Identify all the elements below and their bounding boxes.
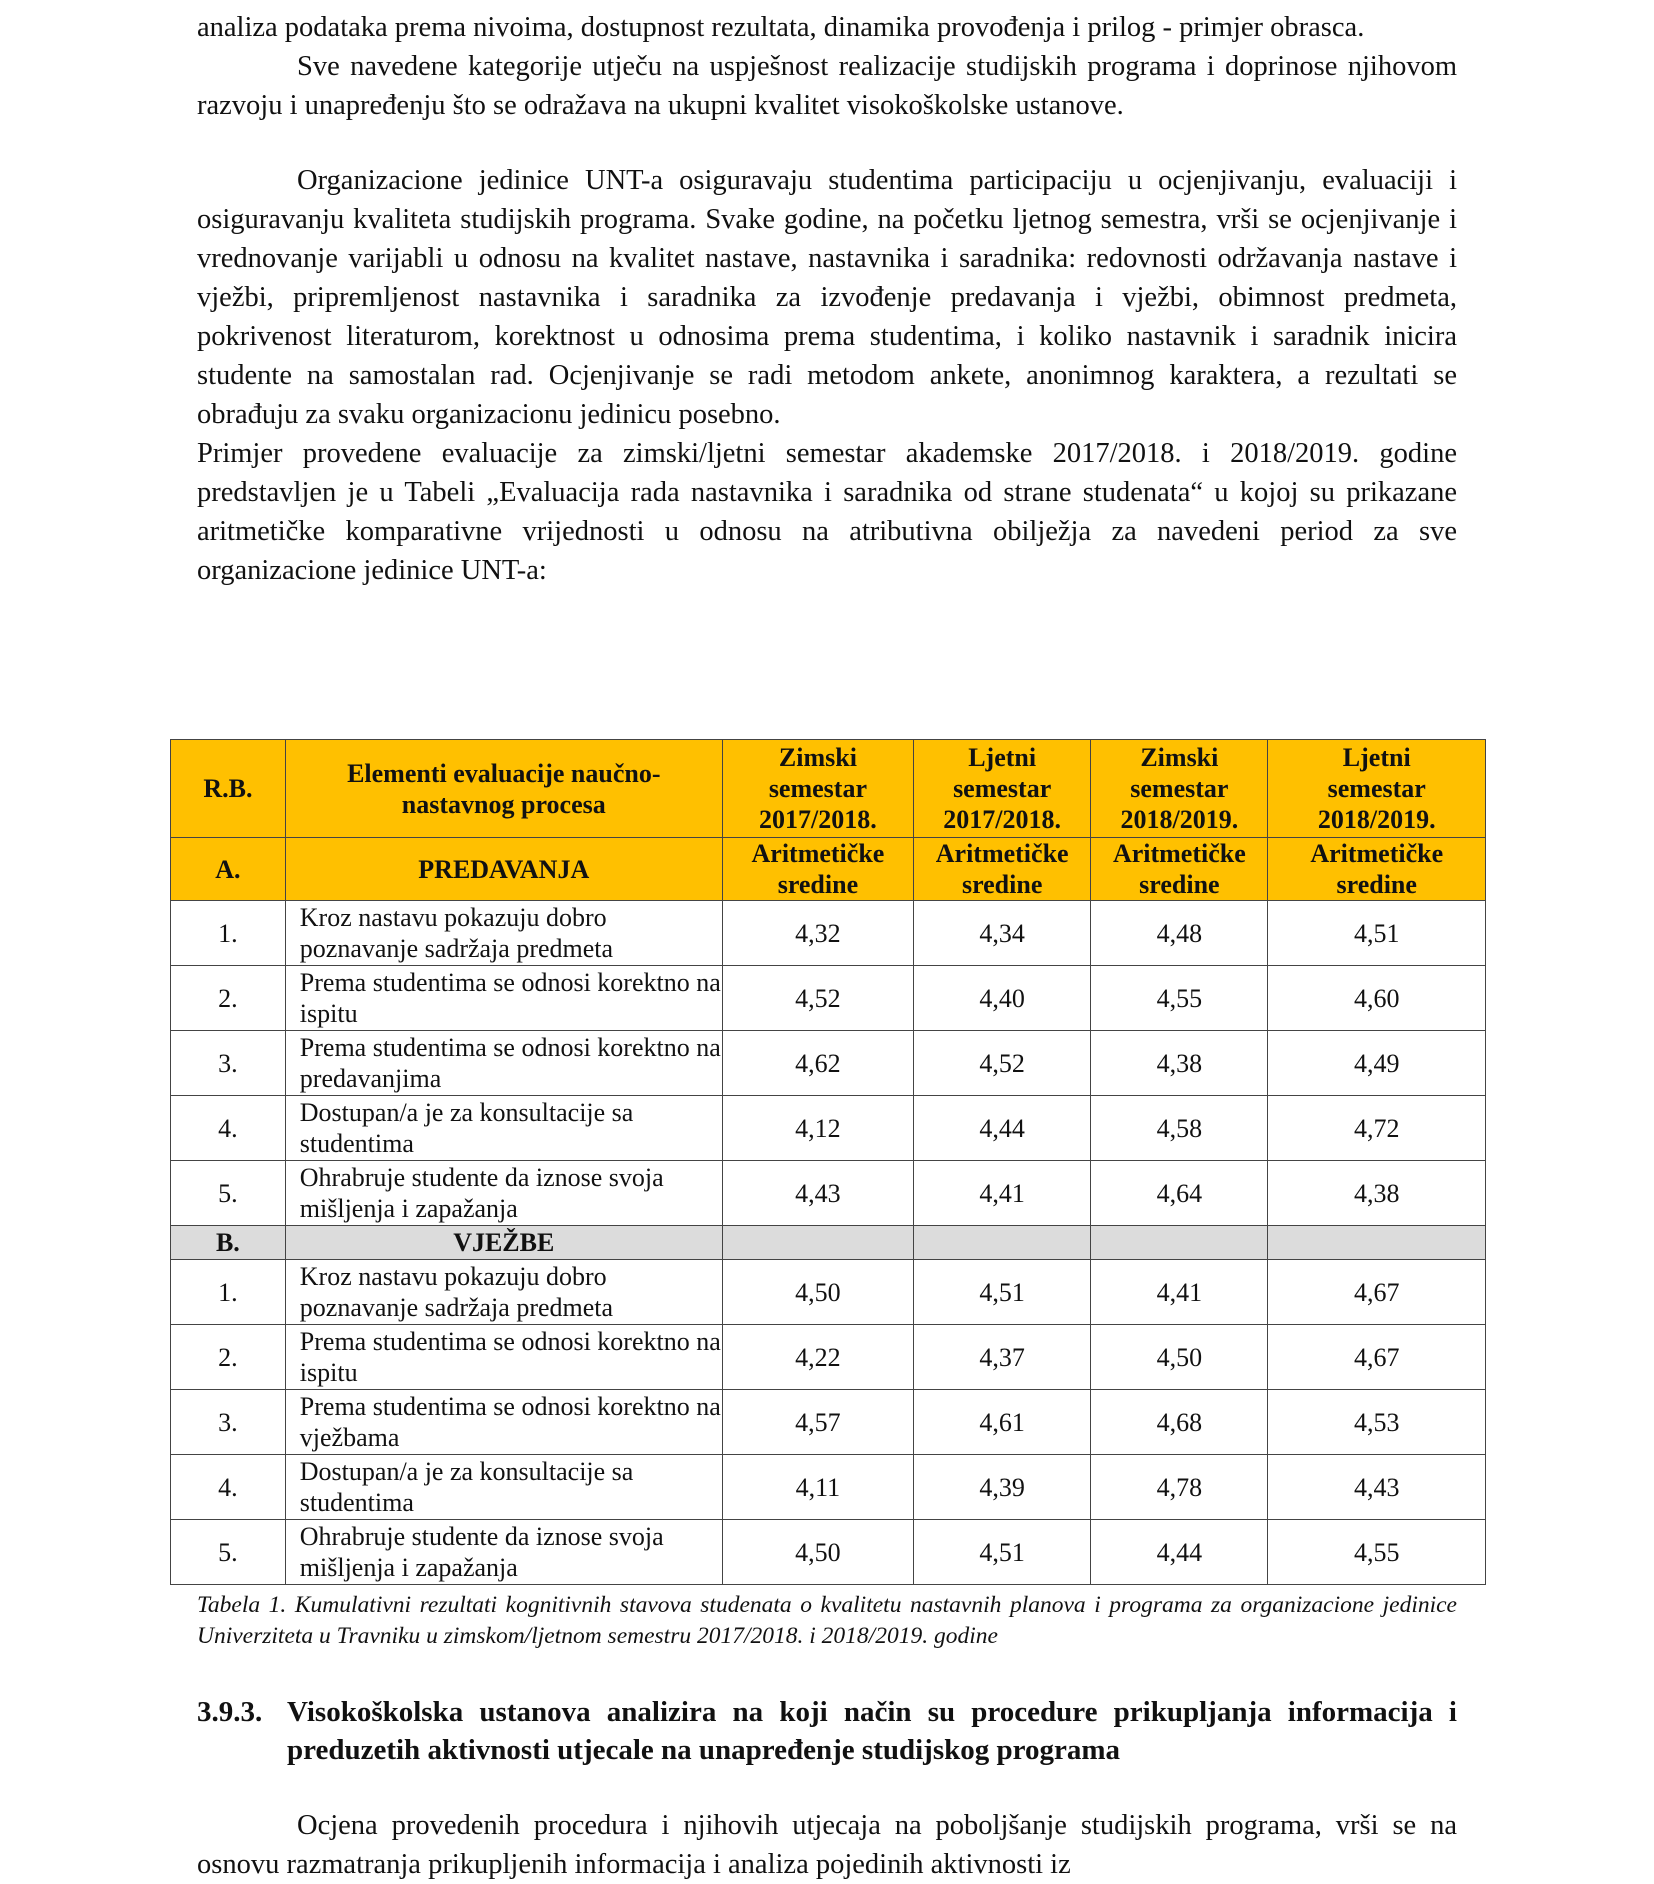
row-number: 3. [171,1390,286,1455]
row-number: 2. [171,1325,286,1390]
row-element-label: Ohrabruje studente da iznose svoja mišljenja i zapažanja [285,1520,722,1585]
section-title: Visokoškolska ustanova analizira na koji način su procedure prikupljanja informacija i preduzetih aktivnosti utjecale na unapređenje studijskog programa [287,1696,1457,1766]
row-mean-value: 4,55 [1091,966,1268,1031]
row-mean-value: 4,67 [1268,1325,1486,1390]
header-col3: Zimski semestar 2018/2019. [1091,740,1268,838]
table-row [171,1325,1486,1390]
row-mean-value: 4,22 [722,1325,913,1390]
row-element-label: Prema studentima se odnosi korektno na predavanjima [285,1031,722,1096]
row-mean-value: 4,38 [1268,1161,1486,1226]
row-mean-value: 4,38 [1091,1031,1268,1096]
row-mean-value: 4,48 [1091,901,1268,966]
row-mean-value: 4,43 [1268,1455,1486,1520]
section-heading [197,1693,1457,1769]
row-element-label: Ohrabruje studente da iznose svoja mišljenja i zapažanja [285,1161,722,1226]
row-number: 2. [171,966,286,1031]
section-a-row [171,838,1486,901]
row-mean-value: 4,72 [1268,1096,1486,1161]
row-mean-value: 4,68 [1091,1390,1268,1455]
header-row [171,740,1486,838]
row-mean-value: 4,62 [722,1031,913,1096]
final-paragraph: Ocjena provedenih procedura i njihovih utjecaja na poboljšanje studijskih programa, vrši se na osnovu razmatranja prikupljenih informacija i analiza pojedinih aktivnosti iz [197,1810,1457,1880]
section-b-title: VJEŽBE [285,1226,722,1260]
final-text [197,1806,1457,1884]
table-row [171,1096,1486,1161]
table-row [171,966,1486,1031]
header-elements: Elementi evaluacije naučno-nastavnog procesa [285,740,722,838]
means-col4: Aritmetičke sredine [1268,838,1486,901]
table-row [171,1520,1486,1585]
row-mean-value: 4,43 [722,1161,913,1226]
table-row [171,1031,1486,1096]
row-mean-value: 4,64 [1091,1161,1268,1226]
row-mean-value: 4,60 [1268,966,1486,1031]
row-mean-value: 4,50 [1091,1325,1268,1390]
row-element-label: Prema studentima se odnosi korektno na vježbama [285,1390,722,1455]
header-col1: Zimski semestar 2017/2018. [722,740,913,838]
row-number: 1. [171,901,286,966]
row-mean-value: 4,41 [1091,1260,1268,1325]
means-col2: Aritmetičke sredine [914,838,1091,901]
paragraph-3: Organizacione jedinice UNT-a osiguravaju studentima participaciju u ocjenjivanju, evaluaciji i osiguravanju kvaliteta studijskih programa. Svake godine, na početku ljetnog semestra, vrši se ocjenjivanje i vrednovanje varijabli u odnosu na kvalitet nastave, nastavnika i saradnika: redovnosti održavanja nastave i vježbi, pripremljenost nastavnika i saradnika za izvođenje predavanja i vježbi, obimnost predmeta, pokrivenost literaturom, korektnost u odnosima prema studentima, i koliko nastavnik i saradnik inicira studente na samostalan rad. Ocjenjivanje se radi metodom ankete, anonimnog karaktera, a rezultati se obrađuju za svaku organizacionu jedinicu posebno. [197,165,1457,430]
paragraph-4: Primjer provedene evaluacije za zimski/ljetni semestar akademske 2017/2018. i 2018/2019. godine predstavljen je u Tabeli „Evaluacija rada nastavnika i saradnika od strane studenata“ u kojoj su prikazane aritmetičke komparativne vrijednosti u odnosu na atributivna obilježja za navedeni period za sve organizacione jedinice UNT-a: [197,438,1457,586]
row-mean-value: 4,37 [914,1325,1091,1390]
body-text [197,8,1457,590]
row-element-label: Kroz nastavu pokazuju dobro poznavanje sadržaja predmeta [285,901,722,966]
row-element-label: Prema studentima se odnosi korektno na ispitu [285,1325,722,1390]
row-number: 3. [171,1031,286,1096]
row-mean-value: 4,61 [914,1390,1091,1455]
row-number: 5. [171,1161,286,1226]
row-element-label: Dostupan/a je za konsultacije sa studentima [285,1455,722,1520]
table-row [171,1390,1486,1455]
section-a-code: A. [171,838,286,901]
row-mean-value: 4,78 [1091,1455,1268,1520]
table-row [171,1260,1486,1325]
row-mean-value: 4,49 [1268,1031,1486,1096]
row-mean-value: 4,44 [1091,1520,1268,1585]
row-number: 1. [171,1260,286,1325]
table-row [171,1161,1486,1226]
row-number: 5. [171,1520,286,1585]
row-mean-value: 4,41 [914,1161,1091,1226]
section-b-code: B. [171,1226,286,1260]
row-mean-value: 4,57 [722,1390,913,1455]
header-rb: R.B. [171,740,286,838]
row-mean-value: 4,50 [722,1260,913,1325]
row-mean-value: 4,51 [914,1260,1091,1325]
row-mean-value: 4,51 [1268,901,1486,966]
means-col1: Aritmetičke sredine [722,838,913,901]
row-mean-value: 4,11 [722,1455,913,1520]
row-mean-value: 4,53 [1268,1390,1486,1455]
means-col3: Aritmetičke sredine [1091,838,1268,901]
table-row [171,901,1486,966]
section-number: 3.9.3. [197,1696,263,1728]
header-col4: Ljetni semestar 2018/2019. [1268,740,1486,838]
section-b-row [171,1226,1486,1260]
header-col2: Ljetni semestar 2017/2018. [914,740,1091,838]
row-mean-value: 4,39 [914,1455,1091,1520]
paragraph-1: analiza podataka prema nivoima, dostupnost rezultata, dinamika provođenja i prilog - primjer obrasca. [197,12,1365,43]
section-a-title: PREDAVANJA [285,838,722,901]
row-mean-value: 4,51 [914,1520,1091,1585]
row-element-label: Dostupan/a je za konsultacije sa studentima [285,1096,722,1161]
row-mean-value: 4,32 [722,901,913,966]
row-mean-value: 4,67 [1268,1260,1486,1325]
row-mean-value: 4,44 [914,1096,1091,1161]
row-number: 4. [171,1455,286,1520]
row-mean-value: 4,12 [722,1096,913,1161]
row-mean-value: 4,50 [722,1520,913,1585]
row-mean-value: 4,58 [1091,1096,1268,1161]
row-element-label: Kroz nastavu pokazuju dobro poznavanje sadržaja predmeta [285,1260,722,1325]
table-caption: Tabela 1. Kumulativni rezultati kognitivnih stavova studenata o kvalitetu nastavnih planova i programa za organizacione jedinice Univerziteta u Travniku u zimskom/ljetnom semestru 2017/2018. i 2018/2019. godine [197,1592,1457,1649]
row-mean-value: 4,52 [722,966,913,1031]
row-element-label: Prema studentima se odnosi korektno na ispitu [285,966,722,1031]
row-number: 4. [171,1096,286,1161]
paragraph-2: Sve navedene kategorije utječu na uspješnost realizacije studijskih programa i doprinose njihovom razvoju i unapređenju što se odražava na ukupni kvalitet visokoškolske ustanove. [197,51,1457,121]
row-mean-value: 4,52 [914,1031,1091,1096]
row-mean-value: 4,34 [914,901,1091,966]
evaluation-table [170,739,1486,1585]
table-row [171,1455,1486,1520]
row-mean-value: 4,40 [914,966,1091,1031]
row-mean-value: 4,55 [1268,1520,1486,1585]
